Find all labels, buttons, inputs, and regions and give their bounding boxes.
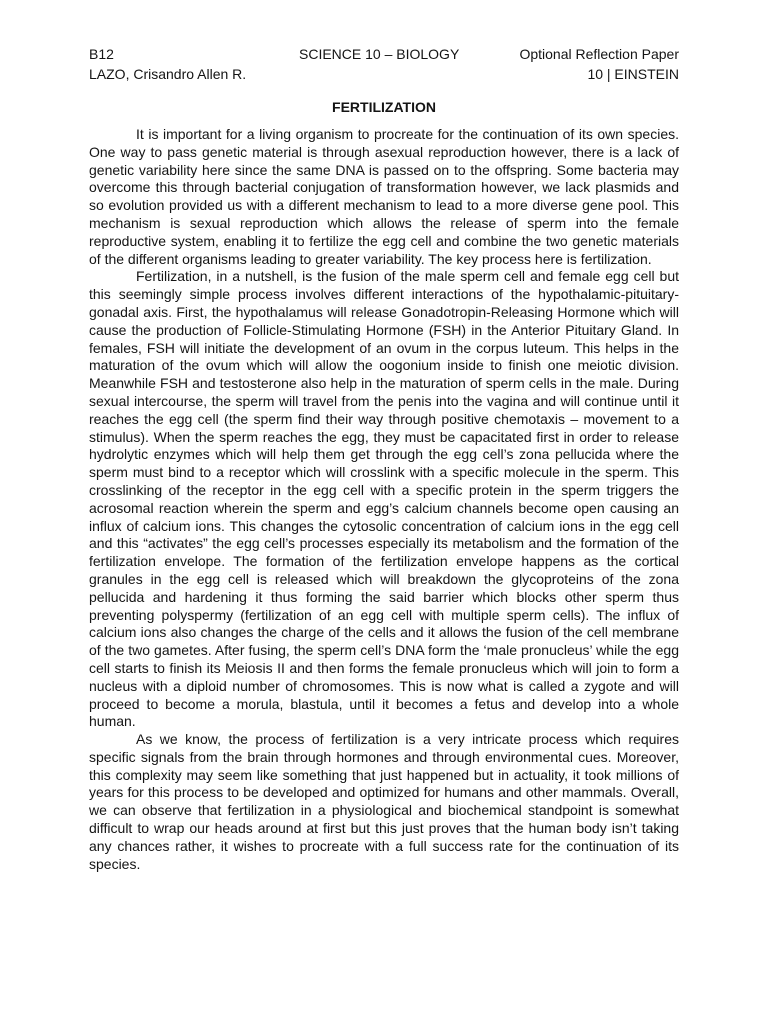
header-section: 10 | EINSTEIN [587,66,679,82]
header-author: LAZO, Crisandro Allen R. [89,66,247,82]
header-doc-type: Optional Reflection Paper [519,46,679,62]
header-course: SCIENCE 10 – BIOLOGY [299,46,460,62]
page-header [89,44,679,84]
document-title: FERTILIZATION [332,99,436,115]
header-row-1 [89,44,679,64]
paragraph-2: Fertilization, in a nutshell, is the fusion of the male sperm cell and female egg cell but this seemingly simple process involves different interactions of the hypothalamic-pituitary-gonadal axis. First, the hypothalamus will release Gonadotropin-Releasing Hormone which will cause the production of Follicle-Stimulating Hormone (FSH) in the Anterior Pituitary Gland. In females, FSH will initiate the development of an ovum in the corpus luteum. This helps in the maturation of the ovum which will allow the oogonium inside to finish one meiotic division. Meanwhile FSH and testosterone also help in the maturation of sperm cells in the male. During sexual intercourse, the sperm will travel from the penis into the vagina and will continue until it reaches the egg cell (the sperm find their way through positive chemotaxis – movement to a stimulus). When the sperm reaches the egg, they must be capacitated first in order to release hydrolytic enzymes which will help them get through the egg cell’s zona pellucida where the sperm must bind to a receptor which will crosslink with a specific molecule in the sperm. This crosslinking of the receptor in the egg cell with a specific protein in the sperm triggers the acrosomal reaction wherein the sperm and egg’s calcium channels become open causing an influx of calcium ions. This changes the cytosolic concentration of calcium ions in the egg cell and this “activates” the egg cell’s processes especially its metabolism and the formation of the fertilization envelope. The formation of the fertilization envelope happens as the cortical granules in the egg cell is released which will breakdown the glycoproteins of the zona pellucida and hardening it thus forming the said barrier which blocks other sperm thus preventing polyspermy (fertilization of an egg cell with multiple sperm cells). The influx of calcium ions also changes the charge of the cells and it allows the fusion of the cell membrane of the two gametes. After fusing, the sperm cell’s DNA form the ‘male pronucleus’ while the egg cell starts to finish its Meiosis II and then forms the female pronucleus which will join to form a nucleus with a diploid number of chromosomes. This is now what is called a zygote and will proceed to become a morula, blastula, until it becomes a fetus and develop into a whole human. [89,268,679,730]
paragraph-3: As we know, the process of fertilization is a very intricate process which requires specific signals from the brain through hormones and through environmental cues. Moreover, this complexity may seem like something that just happened but in actuality, it took millions of years for this process to be developed and optimized for humans and other mammals. Overall, we can observe that fertilization in a physiological and biochemical standpoint is somewhat difficult to wrap our heads around at first but this just proves that the human body isn’t taking any chances rather, it wishes to procreate with a full success rate for the continuation of its species. [89,731,679,872]
header-code: B12 [89,46,114,62]
paragraph-1: It is important for a living organism to procreate for the continuation of its own species. One way to pass genetic material is through asexual reproduction however, there is a lack of genetic variability here since the same DNA is passed on to the offspring. Some bacteria may overcome this through bacterial conjugation of transformation however, we lack plasmids and so evolution provided us with a different mechanism to lead to a more diverse gene pool. This mechanism is sexual reproduction which allows the release of sperm into the female reproductive system, enabling it to fertilize the egg cell and combine the two genetic materials of the different organisms leading to greater variability. The key process here is fertilization. [89,126,679,267]
document-body [89,126,679,873]
header-row-2 [89,64,679,84]
